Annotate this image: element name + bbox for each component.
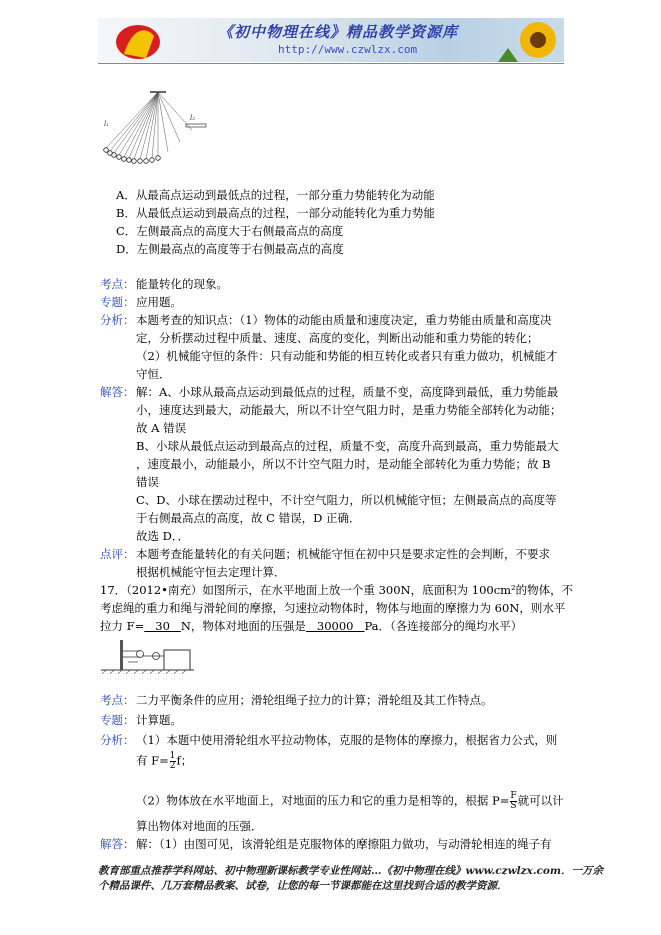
q16-dianping-line: 本题考查能量转化的有关问题；机械能守恒在初中只是要求定性的会判断，不要求 (136, 547, 550, 561)
option-b: B．从最低点运动到最高点的过程，一部分动能转化为重力势能 (116, 206, 435, 220)
q16-fenxi-line: （2）机械能守恒的条件：只有动能和势能的相互转化或者只有重力做功，机械能才 (136, 349, 558, 363)
q17-fenxi-text: （2）物体放在水平地面上，对地面的压力和它的重力是相等的，根据 P= (136, 793, 510, 808)
q17-stem-text: 拉力 F= (100, 619, 145, 633)
q17-zhuanti-label: 专题： (100, 713, 135, 727)
q17-kaodian-label: 考点： (100, 693, 135, 707)
fraction-numerator: 1 (169, 751, 176, 761)
q16-jieda-line: 于右侧最高点的高度，故 C 错误，D 正确． (136, 511, 361, 525)
svg-text:l₂: l₂ (190, 114, 196, 122)
q17-fenxi-text: 有 F= (136, 753, 169, 768)
banner-title: 《初中物理在线》精品教学资源库 (218, 23, 459, 41)
q16-jieda-line: 故 A 错误 (136, 421, 187, 435)
q17-zhuanti: 计算题。 (136, 713, 182, 727)
q17-fenxi-label: 分析： (100, 733, 135, 747)
q17-kaodian: 二力平衡条件的应用；滑轮组绳子拉力的计算；滑轮组及其工作特点。 (136, 693, 493, 707)
q17-stem-line1: 17．（2012•南充）如图所示，在水平地面上放一个重 300N，底面积为 100cm²的物体，不 (100, 583, 574, 597)
banner-url[interactable]: http://www.czwlzx.com (278, 43, 418, 56)
header-banner (98, 18, 564, 62)
q16-jieda-line: 故选 D．． (136, 529, 190, 543)
q17-stem-line2: 考虑绳的重力和绳与滑轮间的摩擦，匀速拉动物体时，物体与地面的摩擦力为 60N，则水平 (100, 601, 566, 615)
q16-kaodian-label: 考点： (100, 277, 135, 291)
pendulum-figure (98, 86, 210, 166)
q17-fenxi-text: f； (176, 753, 193, 768)
q16-kaodian: 能量转化的现象。 (136, 277, 228, 291)
q17-fenxi-line1: （1）本题中使用滑轮组水平拉动物体，克服的是物体的摩擦力，根据省力公式，则 (136, 733, 558, 747)
q16-zhuanti: 应用题。 (136, 295, 182, 309)
q17-fenxi-line4: 算出物体对地面的压强． (136, 819, 263, 833)
q17-jieda-label: 解答： (100, 837, 135, 851)
q16-jieda-line: B、小球从最低点运动到最高点的过程，质量不变，高度升高到最高，重力势能最大 (136, 439, 559, 453)
option-d: D．左侧最高点的高度等于右侧最高点的高度 (116, 242, 344, 256)
q16-zhuanti-label: 专题： (100, 295, 135, 309)
fraction-denominator: 2 (169, 761, 176, 771)
q16-jieda-line: 错误 (136, 475, 159, 489)
fraction-half (170, 752, 176, 771)
q17-fenxi-line3 (136, 792, 564, 811)
q16-jieda-line: ，速度最小，动能最小，所以不计空气阻力时，是动能全部转化为重力势能；故 B (136, 457, 551, 471)
footer-line2: 个精品课件、几万套精品教案、试卷，让您的每一节课都能在这里找到合适的教学资源． (98, 880, 508, 892)
q16-fenxi-line: 定，分析摆动过程中质量、速度、高度的变化，判断出动能和重力势能的转化； (136, 331, 539, 345)
q17-answer-p: 30000 (305, 619, 365, 633)
q16-dianping-label: 点评： (100, 547, 135, 561)
fraction-f-over-s (510, 792, 516, 811)
fraction-denominator: S (510, 801, 517, 811)
q17-stem-text: N，物体对地面的压强是 (180, 619, 306, 633)
pulley-figure (98, 638, 198, 674)
q17-fenxi-line2 (136, 752, 192, 771)
q16-dianping-line: 根据机械能守恒去定理计算． (136, 565, 286, 579)
q17-jieda-line1: 解：（1）由图可见，该滑轮组是克服物体的摩擦阻力做功，与动滑轮相连的绳子有 (136, 837, 552, 851)
option-a: A．从最高点运动到最低点的过程，一部分重力势能转化为动能 (116, 188, 435, 202)
header-divider (98, 63, 564, 64)
q16-jieda-line: 小，速度达到最大，动能最大，所以不计空气阻力时，是重力势能全部转化为动能； (136, 403, 562, 417)
q16-fenxi-line: 本题考查的知识点：（1）物体的动能由质量和速度决定，重力势能由质量和高度决 (136, 313, 552, 327)
svg-text:l₁: l₁ (104, 120, 110, 128)
q16-fenxi-label: 分析： (100, 313, 135, 327)
q17-fenxi-text: 就可以计 (517, 793, 564, 808)
fraction-numerator: F (510, 791, 517, 801)
q17-stem-line3 (100, 618, 522, 634)
footer-line1: 教育部重点推荐学科网站、初中物理新课标教学专业性网站…《初中物理在线》www.czwlzx.com．一万余 (98, 865, 603, 877)
option-c: C．左侧最高点的高度大于右侧最高点的高度 (116, 224, 344, 238)
q16-jieda-line: C、D、小球在摆动过程中，不计空气阻力，所以机械能守恒；左侧最高点的高度等 (136, 493, 557, 507)
q16-jieda-label: 解答： (100, 385, 135, 399)
q17-answer-f: 30 (144, 619, 181, 633)
q17-stem-text: Pa．（各连接部分的绳均水平） (364, 619, 523, 633)
q16-jieda-line: 解：A、小球从最高点运动到最低点的过程，质量不变，高度降到最低，重力势能最 (136, 385, 559, 399)
q16-fenxi-line: 守恒． (136, 367, 171, 381)
